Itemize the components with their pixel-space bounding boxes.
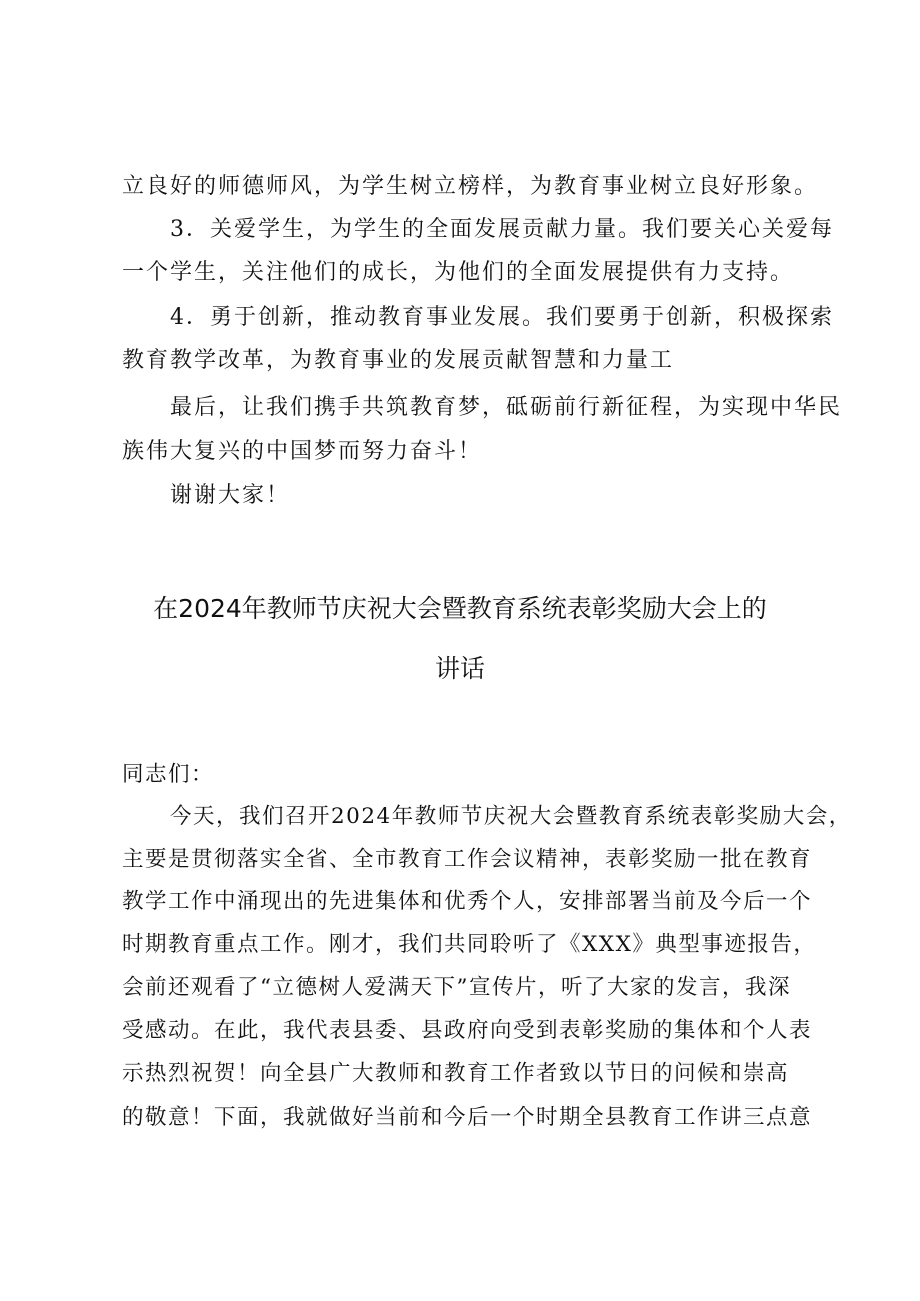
paragraph-line: 主要是贯彻落实全省、全市教育工作会议精神，表彰奖励一批在教育 [122, 847, 813, 872]
paragraph-line: 一个学生，关注他们的成长，为他们的全面发展提供有力支持。 [122, 260, 795, 285]
paragraph-line: 教学工作中涌现出的先进集体和优秀个人，安排部署当前及今后一个 [122, 889, 813, 914]
paragraph-line: 的敬意！下面，我就做好当前和今后一个时期全县教育工作讲三点意 [122, 1105, 813, 1130]
paragraph-line: 立良好的师德师风，为学生树立榜样，为教育事业树立良好形象。 [122, 174, 819, 199]
speech-title-continued: 讲话 [434, 654, 485, 683]
paragraph-line: 4．勇于创新，推动教育事业发展。我们要勇于创新，积极探索 [170, 305, 834, 330]
paragraph-line: 时期教育重点工作。刚才，我们共同聆听了《XXX》典型事迹报告， [122, 932, 817, 957]
paragraph-line: 最后，让我们携手共筑教育梦，砥砺前行新征程，为实现中华民 [170, 395, 843, 420]
speech-title: 在2024年教师节庆祝大会暨教育系统表彰奖励大会上的 [153, 594, 767, 623]
paragraph-line: 今天，我们召开2024年教师节庆祝大会暨教育系统表彰奖励大会， [170, 804, 852, 829]
paragraph-line: 3．关爱学生，为学生的全面发展贡献力量。我们要关心关爱每 [170, 217, 834, 242]
salutation: 同志们： [122, 762, 215, 787]
paragraph-line: 会前还观看了“立德树人爱满天下”宣传片，听了大家的发言，我深 [122, 975, 791, 1000]
closing-thanks: 谢谢大家！ [170, 483, 291, 508]
paragraph-line: 受感动。在此，我代表县委、县政府向受到表彰奖励的集体和个人表 [122, 1018, 813, 1043]
paragraph-line: 教育教学改革，为教育事业的发展贡献智慧和力量工 [122, 348, 675, 373]
paragraph-line: 族伟大复兴的中国梦而努力奋斗！ [122, 439, 483, 464]
paragraph-line: 示热烈祝贺！向全县广大教师和教育工作者致以节日的问候和崇高 [122, 1061, 790, 1086]
